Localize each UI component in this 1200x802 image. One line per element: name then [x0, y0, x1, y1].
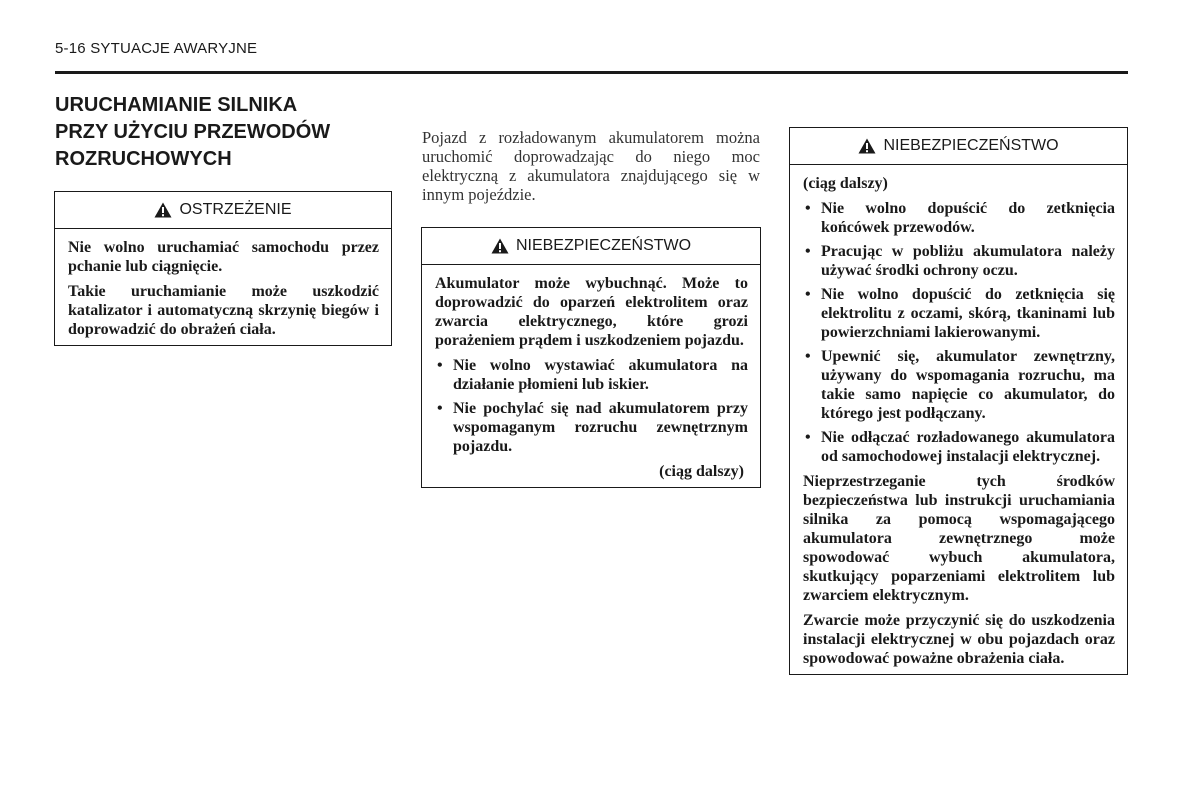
warning-triangle-icon	[154, 202, 172, 218]
warning-box-title: OSTRZEŻENIE	[179, 201, 292, 218]
list-item: • Nie wolno dopuścić do zetknięcia się elektrolitu z oczami, skórą, tkaninami lub powierzchniami lakierowanymi.	[803, 285, 1115, 342]
warning-triangle-icon	[491, 238, 509, 254]
danger-box-1-body	[422, 265, 760, 487]
section-title-line-1: URUCHAMIANIE SILNIKA	[55, 94, 298, 116]
danger-box-1-heading	[422, 228, 760, 265]
section-title	[55, 92, 385, 173]
warning-triangle-icon	[858, 138, 876, 154]
section-title-line-2: PRZY UŻYCIU PRZEWODÓW	[55, 121, 331, 143]
list-item: • Nie odłączać rozładowanego akumulatora od samochodowej instalacji elektrycznej.	[803, 428, 1115, 466]
danger-box-2-title: NIEBEZPIECZEŃSTWO	[883, 137, 1059, 154]
continued-note: (ciąg dalszy)	[803, 175, 888, 192]
warning-box-body	[55, 229, 391, 345]
warning-paragraph: Nie wolno uruchamiać samochodu przez pchanie lub ciągnięcie.	[68, 239, 379, 275]
warning-paragraph: Takie uruchamianie może uszkodzić katalizator i automatyczną skrzynię biegów i doprowadzić do obrażeń ciała.	[68, 283, 379, 338]
section-title-line-3: ROZRUCHOWYCH	[55, 148, 232, 170]
danger-box-1-title: NIEBEZPIECZEŃSTWO	[515, 237, 692, 254]
danger-list	[803, 199, 1115, 466]
list-item: • Nie pochylać się nad akumulatorem przy wspomaganym rozruchu zewnętrznym pojazdu.	[435, 399, 748, 456]
danger-box-2-body	[790, 165, 1127, 674]
warning-box	[54, 191, 392, 346]
danger-paragraph: Nieprzestrzeganie tych środków bezpieczeństwa lub instrukcji uruchamiania silnika za pomocą wspomagającego akumulatora zewnętrznego może spowodować wybuch akumulatora, skutkujący poparzeniami elektrolitem lub zwarciem elektrycznym.	[803, 473, 1115, 604]
warning-box-heading	[55, 192, 391, 229]
running-head: 5-16 SYTUACJE AWARYJNE	[55, 40, 258, 57]
intro-paragraph: Pojazd z rozładowanym akumulatorem można uruchomić doprowadzając do niego moc elektryczną z akumulatora znajdującego się w innym pojeździe.	[422, 128, 760, 204]
danger-lead-paragraph: Akumulator może wybuchnąć. Może to doprowadzić do oparzeń elektrolitem oraz zwarcia elektrycznego, które grozi porażeniem prądem i uszkodzeniem pojazdu.	[435, 275, 748, 349]
danger-box-2	[789, 127, 1128, 675]
danger-box-2-heading	[790, 128, 1127, 165]
header-rule	[55, 71, 1128, 74]
danger-paragraph: Zwarcie może przyczynić się do uszkodzenia instalacji elektrycznej w obu pojazdach oraz spowodować poważne obrażenia ciała.	[803, 612, 1115, 667]
list-item: • Nie wolno wystawiać akumulatora na działanie płomieni lub iskier.	[435, 356, 748, 394]
danger-box-1	[421, 227, 761, 488]
list-item: • Nie wolno dopuścić do zetknięcia końcówek przewodów.	[803, 199, 1115, 237]
list-item: • Pracując w pobliżu akumulatora należy używać środki ochrony oczu.	[803, 242, 1115, 280]
danger-list	[435, 356, 748, 456]
list-item: • Upewnić się, akumulator zewnętrzny, używany do wspomagania rozruchu, ma takie samo napięcie co akumulator, do którego jest podłączany.	[803, 347, 1115, 423]
continued-note: (ciąg dalszy)	[659, 463, 744, 480]
